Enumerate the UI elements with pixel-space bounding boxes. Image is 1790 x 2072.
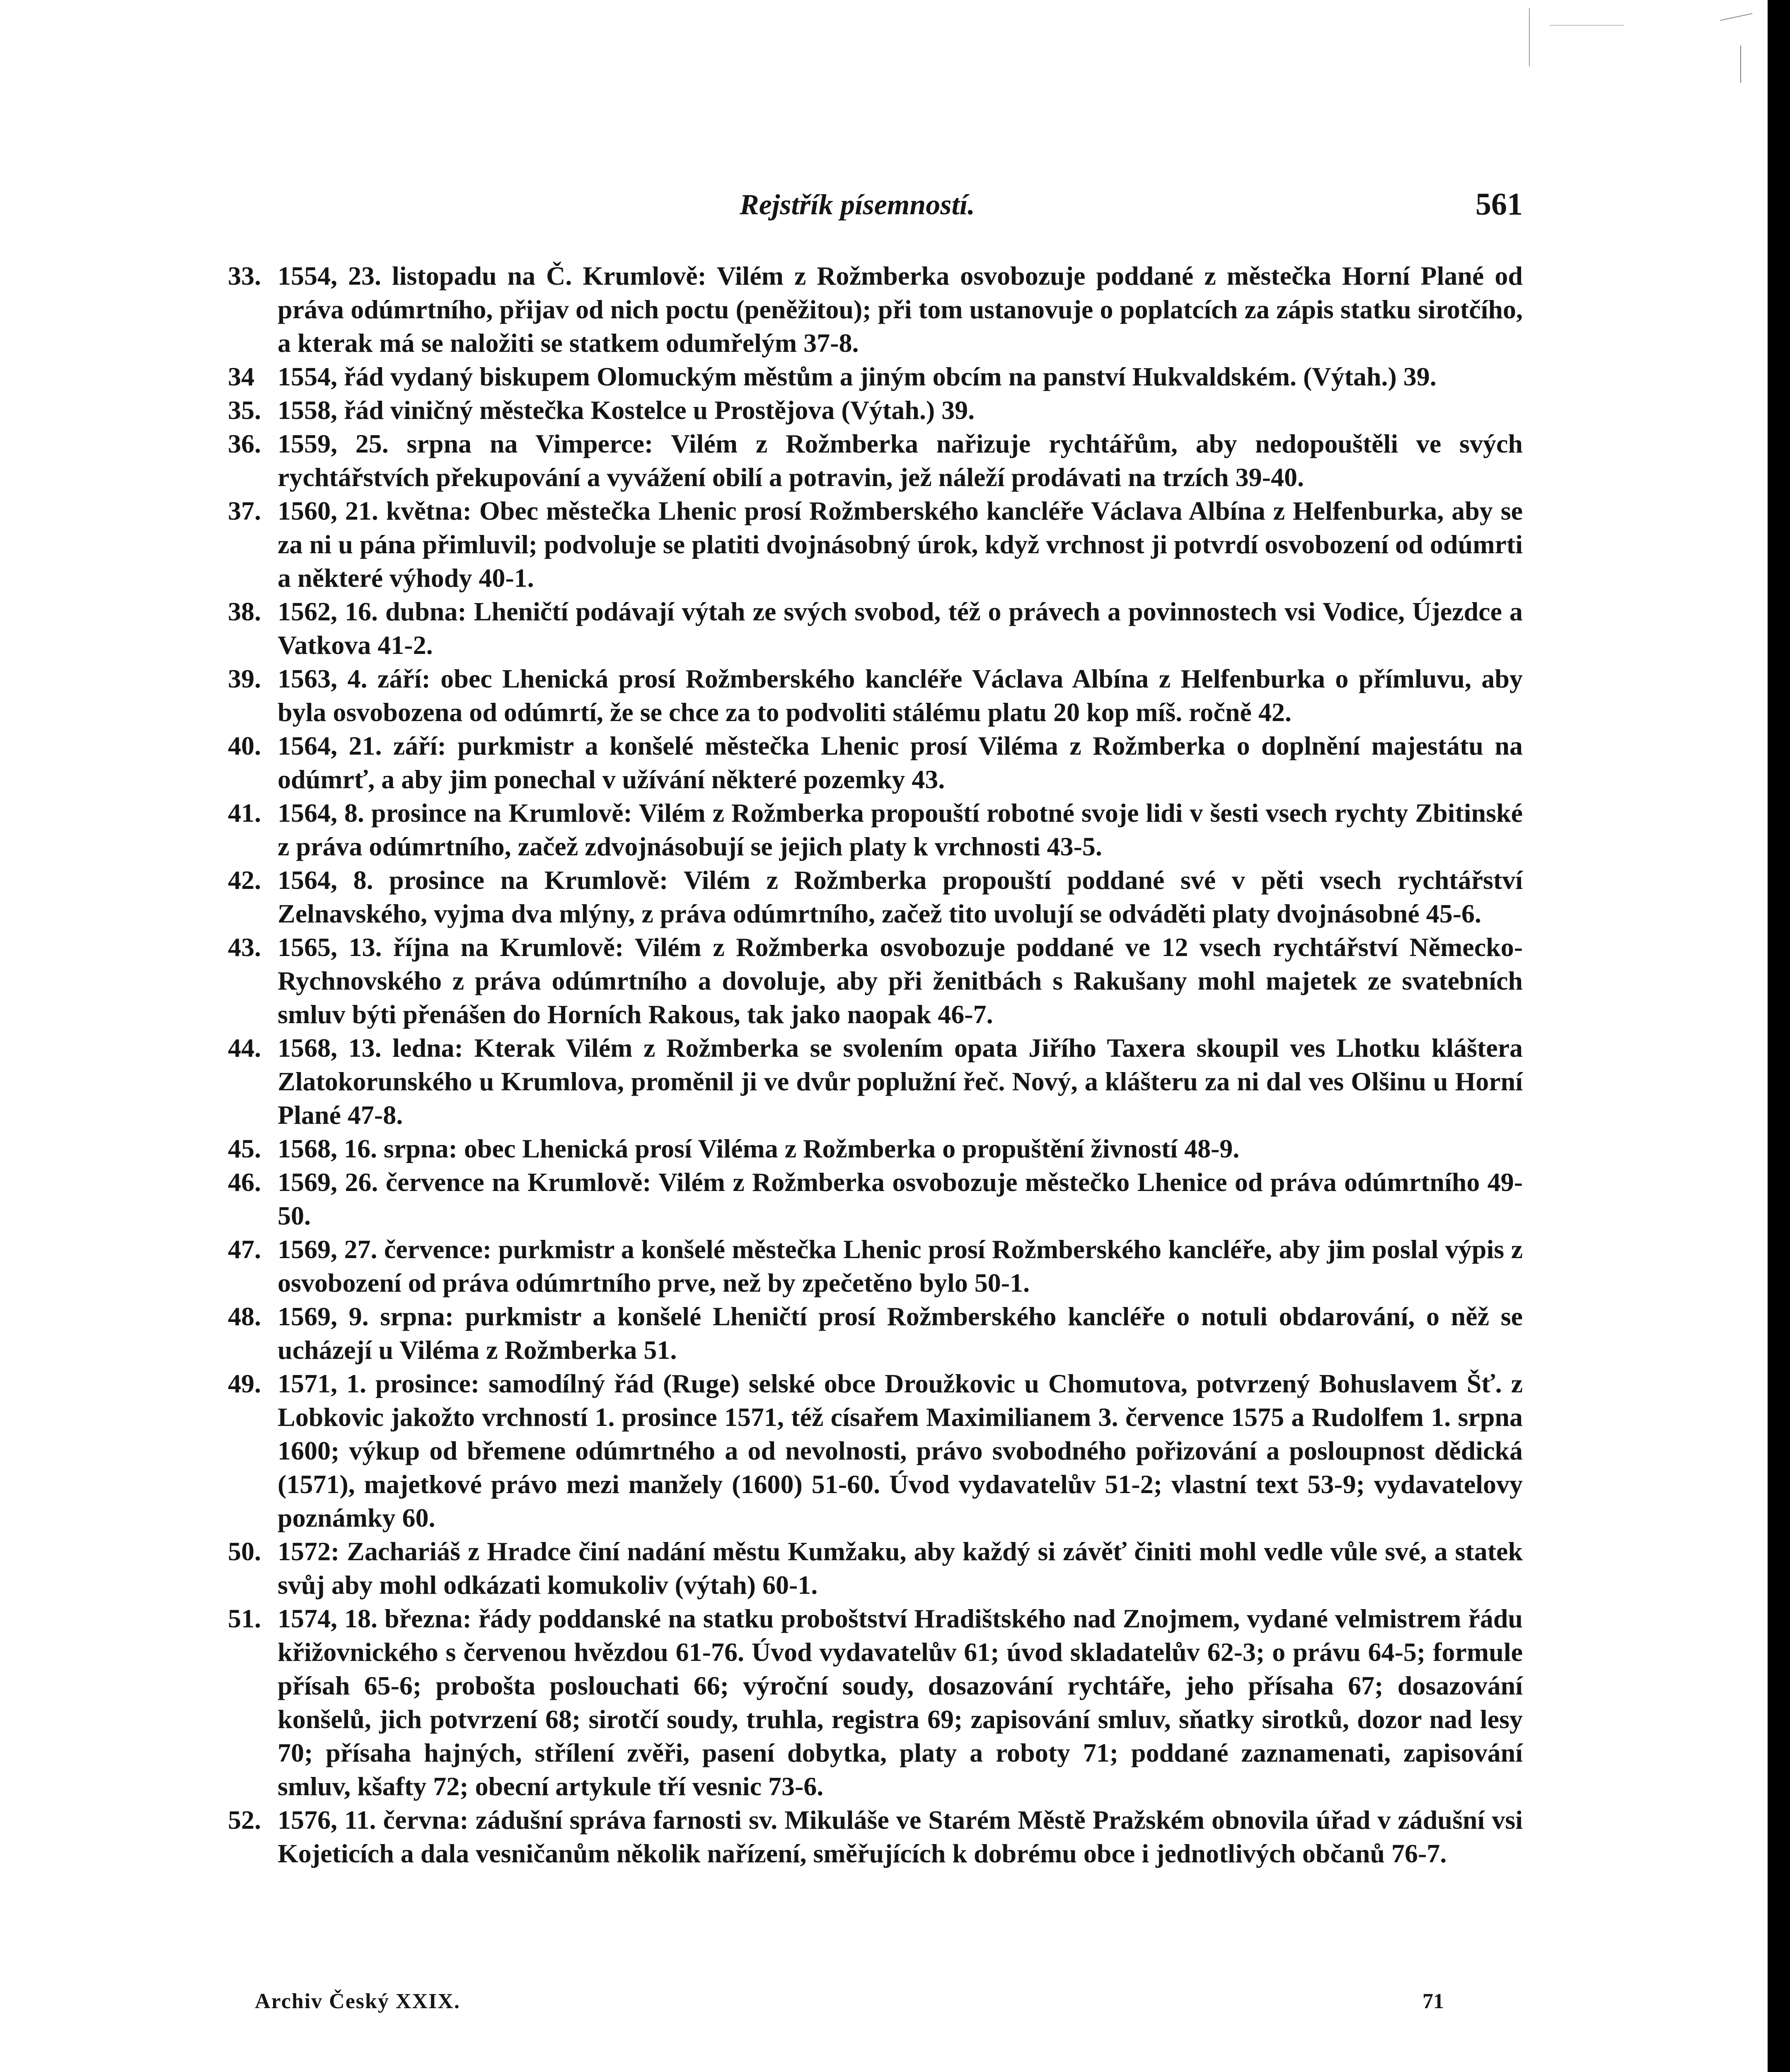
- register-entry: [228, 1535, 1523, 1602]
- register-entry: [228, 427, 1523, 494]
- entry-number: 47.: [228, 1234, 261, 1264]
- entry-text: 1574, 18. března: řády poddanské na statku proboštství Hradištského nad Znojmem, vydané velmistrem řádu křižovnického s červenou hvězdou 61-76. Úvod vydavatelův 61; úvod skladatelův 62-3; o právu 64-5; formule přísah 65-6; probošta poslouchati 66; výroční soudy, dosazování rychtáře, jeho přísaha 67; dosazování konšelů, jich potvrzení 68; sirotčí soudy, truhla, registra 69; zapisování smluv, sňatky sirotků, dozor nad lesy 70; přísaha hajných, střílení zvěři, pasení dobytka, platy a roboty 71; poddané zaznamenati, zapisování smluv, kšafty 72; obecní artykule tří vesnic 73-6.: [278, 1604, 1523, 1801]
- entry-text: 1576, 11. června: zádušní správa farnosti sv. Mikuláše ve Starém Městě Pražském obnovila úřad v zádušní vsi Kojeticích a dala vesničanům několik nařízení, směřujících k dobrému obce i jednotlivých občanů 76-7.: [278, 1805, 1523, 1868]
- entry-number: 43.: [228, 932, 261, 962]
- volume-label: Archiv Český XXIX.: [255, 1990, 460, 2013]
- register-entry: [228, 930, 1523, 1031]
- scan-artifact: [1720, 13, 1753, 21]
- entry-text: 1563, 4. září: obec Lhenická prosí Rožmberského kancléře Václava Albína z Helfenburka o přímluvu, aby byla osvobozena od odúmrtí, že se chce za to podvoliti stálému platu 20 kop míš. ročně 42.: [278, 664, 1523, 727]
- entry-text: 1565, 13. října na Krumlově: Vilém z Rožmberka osvobozuje poddané ve 12 vsech rychtářství Německo-Rychnovského z práva odúmrtního a dovoluje, aby při ženitbách s Rakušany mohl majetek ze svatebních smluv býti přenášen do Horních Rakous, tak jako naopak 46-7.: [278, 932, 1523, 1029]
- entry-number: 38.: [228, 597, 261, 626]
- scan-artifact: [1740, 46, 1741, 83]
- entry-number: 42.: [228, 865, 261, 895]
- entry-text: 1554, 23. listopadu na Č. Krumlově: Vilém z Rožmberka osvobozuje poddané z městečka Horní Plané od práva odúmrtního, přijav od nich poctu (peněžitou); při tom ustanovuje o poplatcích za zápis statku sirotčího, a kterak má se naložiti se statkem odumřelým 37-8.: [278, 261, 1523, 358]
- entry-text: 1572: Zachariáš z Hradce činí nadání městu Kumžaku, aby každý si závěť činiti mohl vedle vůle své, a statek svůj aby mohl odkázati komukoliv (výtah) 60-1.: [278, 1537, 1523, 1600]
- page-number: 561: [1476, 187, 1523, 222]
- entry-text: 1559, 25. srpna na Vimperce: Vilém z Rožmberka nařizuje rychtářům, aby nedopouštěli ve svých rychtářstvích překupování a vyvážení obilí a potravin, jež náleží prodávati na trzích 39-40.: [278, 429, 1523, 492]
- entry-number: 49.: [228, 1369, 261, 1398]
- register-entry: [228, 393, 1523, 427]
- entry-text: 1569, 26. července na Krumlově: Vilém z Rožmberka osvobozuje městečko Lhenice od práva odúmrtního 49-50.: [278, 1167, 1523, 1230]
- entry-text: 1569, 27. července: purkmistr a konšelé městečka Lhenic prosí Rožmberského kancléře, aby jim poslal výpis z osvobození od práva odúmrtního prve, než by zpečetěno bylo 50-1.: [278, 1234, 1523, 1297]
- entry-text: 1571, 1. prosince: samodílný řád (Ruge) selské obce Droužkovic u Chomutova, potvrzený Bohuslavem Šť. z Lobkovic jakožto vrchností 1. prosince 1571, též císařem Maximilianem 3. července 1575 a Rudolfem 1. srpna 1600; výkup od břemene odúmrtného a od nevolnosti, právo svobodného pořizování a posloupnost dědická (1571), majetkové právo mezi manžely (1600) 51-60. Úvod vydavatelův 51-2; vlastní text 53-9; vydavatelovy poznámky 60.: [278, 1369, 1523, 1532]
- scan-artifact: [1529, 8, 1530, 66]
- entry-text: 1554, řád vydaný biskupem Olomuckým městům a jiným obcím na panství Hukvaldském. (Výtah.) 39.: [278, 362, 1437, 391]
- entry-text: 1568, 13. ledna: Kterak Vilém z Rožmberka se svolením opata Jiřího Taxera skoupil ves Lhotku kláštera Zlatokorunského u Krumlova, proměnil ji ve dvůr poplužní řeč. Nový, a klášteru za ni dal ves Olšinu u Horní Plané 47-8.: [278, 1033, 1523, 1130]
- register-entry: [228, 863, 1523, 930]
- entry-number: 39.: [228, 664, 261, 693]
- entry-number: 34: [228, 362, 254, 391]
- entry-text: 1568, 16. srpna: obec Lhenická prosí Viléma z Rožmberka o propuštění živností 48-9.: [278, 1134, 1240, 1163]
- entry-text: 1564, 8. prosince na Krumlově: Vilém z Rožmberka propouští poddané své v pěti vsech rychtářství Zelnavského, vyjma dva mlýny, z práva odúmrtního, začež tito uvolují se odváděti platy dvojnásobné 45-6.: [278, 865, 1523, 928]
- register-entry: [228, 1803, 1523, 1870]
- entry-number: 51.: [228, 1604, 261, 1633]
- register-entries: [228, 259, 1523, 1870]
- entry-number: 48.: [228, 1302, 261, 1331]
- register-entry: [228, 662, 1523, 729]
- entry-number: 36.: [228, 429, 261, 458]
- register-entry: [228, 360, 1523, 393]
- entry-number: 40.: [228, 731, 261, 760]
- register-entry: [228, 1300, 1523, 1367]
- running-title: Rejstřík písemností.: [740, 189, 975, 221]
- register-entry: [228, 1031, 1523, 1132]
- entry-number: 50.: [228, 1537, 261, 1566]
- register-entry: [228, 1165, 1523, 1232]
- register-entry: [228, 1367, 1523, 1535]
- scan-artifact: [1550, 25, 1624, 26]
- register-entry: [228, 796, 1523, 863]
- register-entry: [228, 595, 1523, 662]
- entry-text: 1562, 16. dubna: Lheničtí podávají výtah ze svých svobod, též o právech a povinnostech vsi Vodice, Újezdce a Vatkova 41-2.: [278, 597, 1523, 660]
- entry-number: 45.: [228, 1134, 261, 1163]
- sheet-signature: 71: [1422, 1990, 1444, 2013]
- entry-text: 1560, 21. května: Obec městečka Lhenic prosí Rožmberského kancléře Václava Albína z Helfenburka, aby se za ni u pána přimluvil; podvoluje se platiti dvojnásobný úrok, když vrchnost ji potvrdí osvobození od odúmrti a některé výhody 40-1.: [278, 496, 1523, 593]
- scan-border-right: [1768, 0, 1790, 2072]
- entry-number: 41.: [228, 798, 261, 828]
- register-entry: [228, 259, 1523, 360]
- register-entry: [228, 729, 1523, 796]
- entry-number: 44.: [228, 1033, 261, 1063]
- entry-number: 52.: [228, 1805, 261, 1835]
- entry-text: 1564, 8. prosince na Krumlově: Vilém z Rožmberka propouští robotné svoje lidi v šesti vsech rychty Zbitinské z práva odúmrtního, začež zdvojnásobují se jejich platy k vrchnosti 43-5.: [278, 798, 1523, 861]
- page-footer: [255, 1989, 1444, 2022]
- register-entry: [228, 1232, 1523, 1300]
- register-entry: [228, 1602, 1523, 1803]
- register-entry: [228, 494, 1523, 595]
- entry-number: 46.: [228, 1167, 261, 1197]
- register-entry: [228, 1132, 1523, 1165]
- entry-number: 35.: [228, 395, 261, 425]
- entry-text: 1558, řád viničný městečka Kostelce u Prostějova (Výtah.) 39.: [278, 395, 975, 425]
- entry-text: 1564, 21. září: purkmistr a konšelé městečka Lhenic prosí Viléma z Rožmberka o doplnění majestátu na odúmrť, a aby jim ponechal v užívání některé pozemky 43.: [278, 731, 1523, 794]
- entry-number: 33.: [228, 261, 261, 290]
- entry-text: 1569, 9. srpna: purkmistr a konšelé Lheničtí prosí Rožmberského kancléře o notuli obdarování, o něž se ucházejí u Viléma z Rožmberka 51.: [278, 1302, 1523, 1365]
- entry-number: 37.: [228, 496, 261, 525]
- page-header: [276, 180, 1523, 230]
